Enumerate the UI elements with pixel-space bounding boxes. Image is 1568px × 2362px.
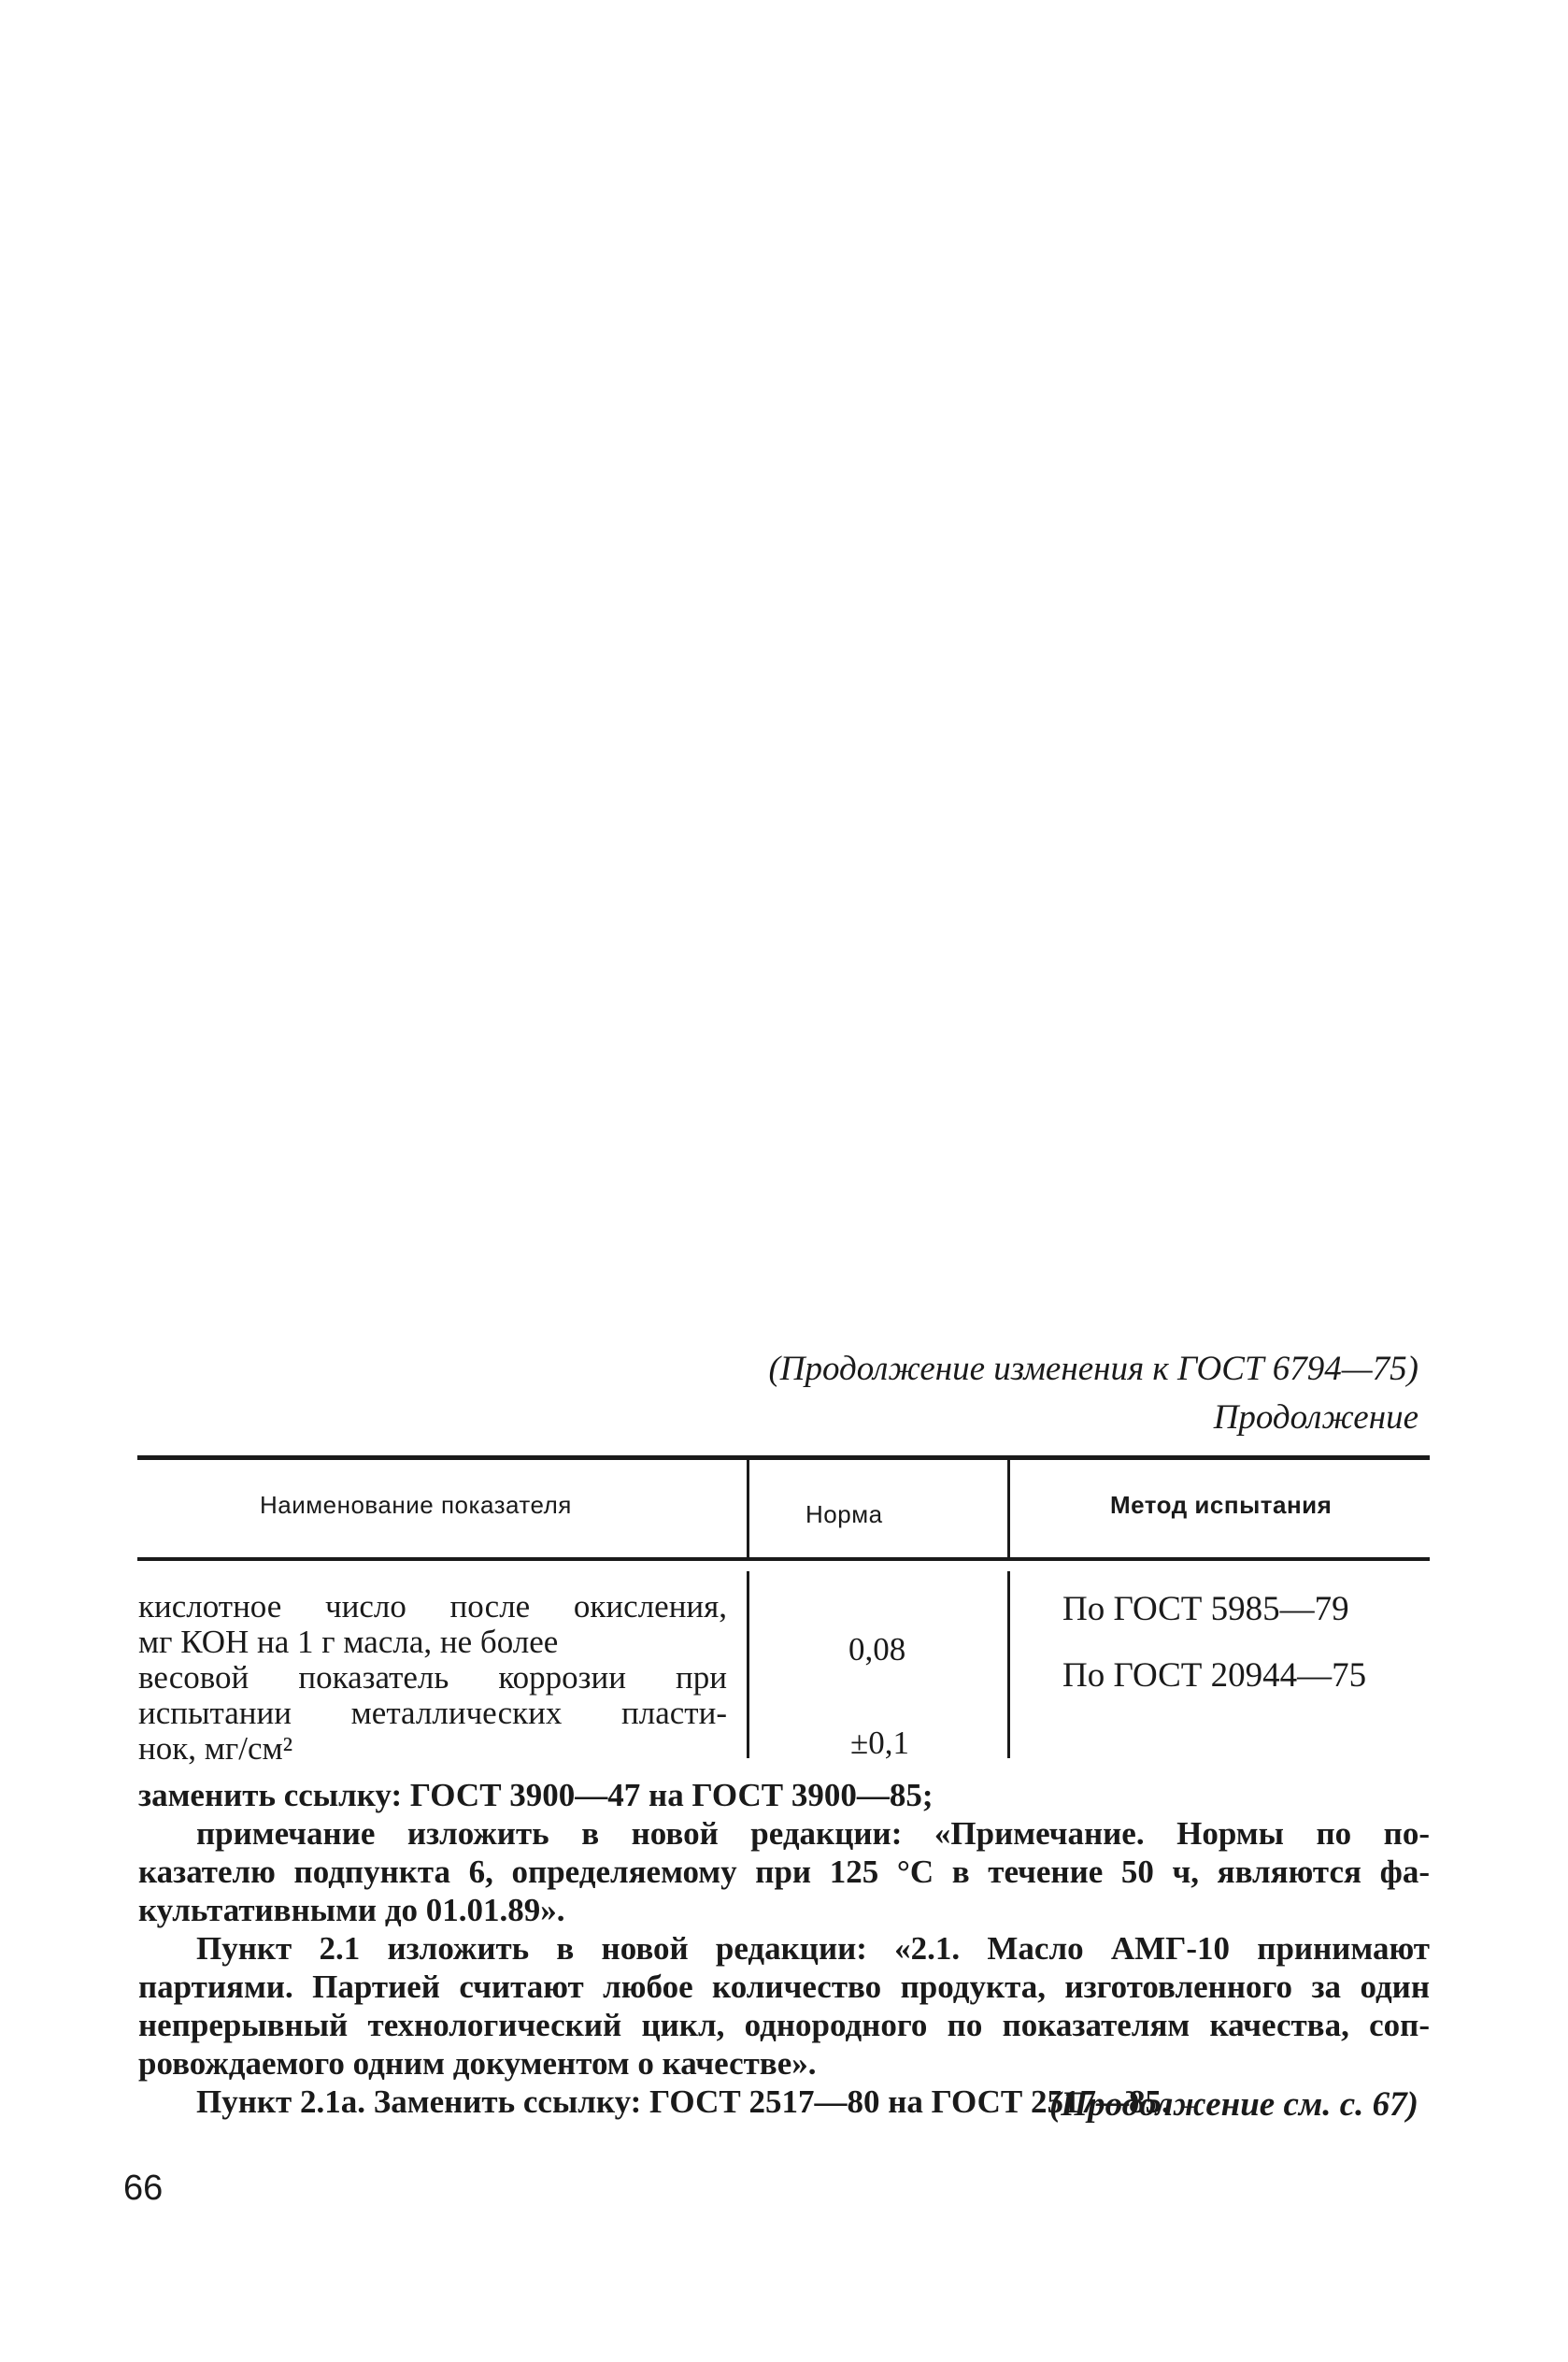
table-top-rule: [137, 1455, 1430, 1460]
description-line: нок, мг/см²: [138, 1730, 293, 1767]
body-line: ровождаемого одним документом о качестве».: [138, 2045, 817, 2082]
description-line: весовой показатель коррозии при: [138, 1659, 727, 1696]
description-line: испытании металлических пласти-: [138, 1695, 727, 1731]
page-number: 66: [123, 2169, 164, 2208]
column-divider: [1007, 1460, 1010, 1557]
body-line: Пункт 2.1 изложить в новой редакции: «2.1. Масло АМГ-10 принимают: [196, 1930, 1430, 1967]
column-header-method: Метод испытания: [1110, 1491, 1333, 1519]
description-line: кислотное число после окисления,: [138, 1588, 727, 1625]
body-text: [138, 1776, 1430, 2121]
body-line: партиями. Партией считают любое количество продукта, изготовленного за один: [138, 1968, 1430, 2005]
table-cell-norm: ±0,1: [850, 1725, 909, 1761]
continuation-header: (Продолжение изменения к ГОСТ 6794—75): [768, 1350, 1418, 1388]
description-line: мг КОН на 1 г масла, не более: [138, 1624, 559, 1660]
table-cell-norm: 0,08: [848, 1631, 906, 1668]
column-header-name: Наименование показателя: [260, 1491, 572, 1519]
body-line: казателю подпункта 6, определяемому при 125 °С в течение 50 ч, являются фа-: [138, 1854, 1430, 1890]
body-line: примечание изложить в новой редакции: «Примечание. Нормы по по-: [196, 1815, 1430, 1852]
column-divider: [1007, 1571, 1010, 1758]
column-divider: [747, 1460, 749, 1557]
body-line: Пункт 2.1а. Заменить ссылку: ГОСТ 2517—80 на ГОСТ 2517—85.: [196, 2083, 1170, 2120]
column-header-norm: Норма: [805, 1500, 883, 1528]
body-line: непрерывный технологический цикл, однородного по показателям качества, соп-: [138, 2007, 1430, 2043]
body-line: культативными до 01.01.89».: [138, 1892, 565, 1928]
continuation-footer: (Продолжение см. с. 67): [1048, 2085, 1418, 2124]
column-divider: [747, 1571, 749, 1758]
table-continuation-label: Продолжение: [1213, 1398, 1418, 1437]
body-line: заменить ссылку: ГОСТ 3900—47 на ГОСТ 3900—85;: [138, 1777, 934, 1813]
table-cell-description: [138, 1589, 727, 1767]
table-cell-method: По ГОСТ 20944—75: [1062, 1656, 1367, 1695]
table-header-rule: [137, 1557, 1430, 1561]
table-cell-method: По ГОСТ 5985—79: [1062, 1590, 1349, 1628]
